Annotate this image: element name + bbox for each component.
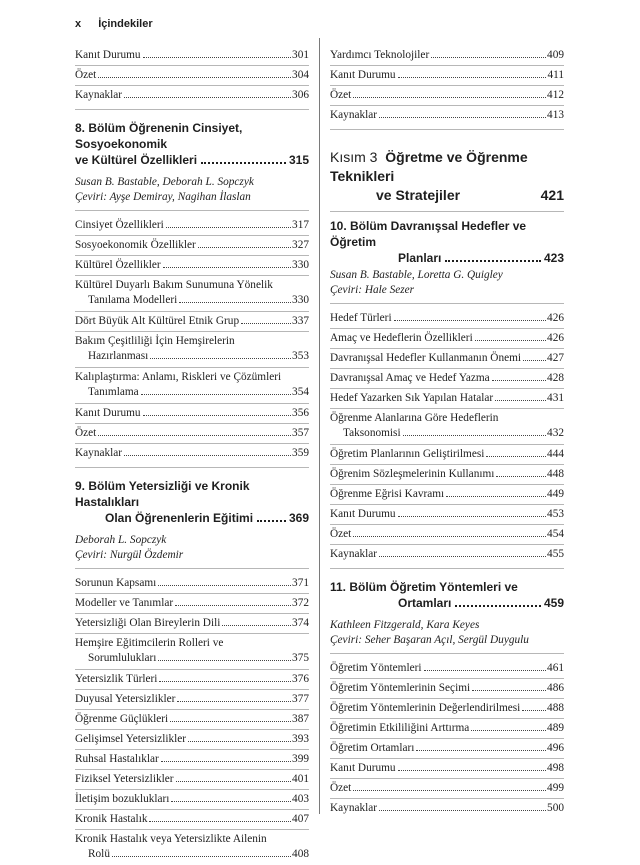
chapter-page: 315 bbox=[288, 153, 309, 167]
dot-leader bbox=[394, 320, 546, 321]
dot-leader bbox=[403, 435, 546, 436]
toc-entry[interactable] bbox=[330, 545, 564, 564]
toc-entry[interactable] bbox=[75, 594, 309, 614]
toc-text: 426 bbox=[547, 312, 564, 324]
dot-leader bbox=[379, 810, 546, 811]
toc-text: Yetersizlik Türleri bbox=[75, 673, 158, 685]
toc-text: 387 bbox=[292, 713, 309, 725]
toc-entry[interactable] bbox=[75, 216, 309, 236]
toc-text: Öğrenme Güçlükleri bbox=[75, 713, 169, 725]
toc-text: 356 bbox=[292, 407, 309, 419]
toc-text: 10. Bölüm Davranışsal Hedefler ve Öğretim bbox=[330, 219, 527, 249]
toc-text: Amaç ve Hedeflerin Özellikleri bbox=[330, 332, 473, 344]
toc-entry[interactable] bbox=[75, 614, 309, 634]
toc-text: Özet bbox=[75, 69, 97, 81]
dot-leader bbox=[495, 400, 546, 401]
chapter-8-heading[interactable] bbox=[75, 120, 309, 168]
toc-text: 9. Bölüm Yetersizliği ve Kronik Hastalıkları bbox=[75, 479, 250, 509]
toc-text: Susan B. Bastable, Loretta G. Quigley bbox=[330, 269, 503, 281]
toc-entry[interactable] bbox=[330, 505, 564, 525]
dot-leader bbox=[353, 97, 546, 98]
dot-leader bbox=[112, 856, 291, 857]
toc-entry[interactable] bbox=[75, 46, 309, 66]
toc-entry[interactable] bbox=[75, 574, 309, 594]
toc-entry[interactable] bbox=[75, 634, 309, 670]
toc-text: 401 bbox=[292, 773, 309, 785]
toc-entry[interactable] bbox=[75, 276, 309, 312]
toc-text: Öğretim Planlarının Geliştirilmesi bbox=[330, 448, 485, 460]
toc-entry[interactable] bbox=[330, 799, 564, 818]
toc-text: Yetersizliği Olan Bireylerin Dili bbox=[75, 617, 221, 629]
toc-text: 496 bbox=[547, 742, 564, 754]
toc-text: Rolü bbox=[88, 848, 110, 860]
right-column bbox=[330, 46, 564, 818]
dot-leader bbox=[416, 750, 546, 751]
toc-text: Tanılama Modelleri bbox=[88, 294, 178, 306]
toc-text: 359 bbox=[292, 447, 309, 459]
toc-text: 306 bbox=[292, 89, 309, 101]
toc-text: 327 bbox=[292, 239, 309, 251]
toc-text: Çeviri: Seher Başaran Açıl, Sergül Duygulu bbox=[330, 634, 529, 646]
toc-text: Modeller ve Tanımlar bbox=[75, 597, 174, 609]
toc-text: 409 bbox=[547, 49, 564, 61]
toc-text: 488 bbox=[547, 702, 564, 714]
toc-text: 399 bbox=[292, 753, 309, 765]
chapter-11-heading[interactable] bbox=[330, 579, 564, 611]
toc-text: 403 bbox=[292, 793, 309, 805]
toc-text: 11. Bölüm Öğretim Yöntemleri ve bbox=[330, 580, 518, 594]
left-column bbox=[75, 46, 309, 865]
dot-leader bbox=[353, 790, 546, 791]
toc-text: 372 bbox=[292, 597, 309, 609]
toc-entry[interactable] bbox=[330, 525, 564, 545]
toc-text: 304 bbox=[292, 69, 309, 81]
toc-text: Deborah L. Sopczyk bbox=[75, 534, 167, 546]
toc-text: Ruhsal Hastalıklar bbox=[75, 753, 159, 765]
toc-text: Cinsiyet Özellikleri bbox=[75, 219, 164, 231]
toc-text: 377 bbox=[292, 693, 309, 705]
toc-entry[interactable] bbox=[75, 790, 309, 810]
dot-leader bbox=[124, 455, 291, 456]
toc-text: 489 bbox=[547, 722, 564, 734]
dot-leader bbox=[161, 761, 291, 762]
toc-text: Kronik Hastalık bbox=[75, 813, 148, 825]
toc-entry[interactable] bbox=[75, 444, 309, 463]
toc-text: 411 bbox=[547, 69, 564, 81]
toc-entry[interactable] bbox=[330, 445, 564, 465]
toc-text: Duyusal Yetersizlikler bbox=[75, 693, 176, 705]
toc-text: Kaynaklar bbox=[330, 548, 378, 560]
dot-leader bbox=[158, 585, 291, 586]
toc-text: 431 bbox=[547, 392, 564, 404]
toc-text: Sosyoekonomik Özellikler bbox=[75, 239, 196, 251]
toc-text: Öğrenme Alanlarına Göre Hedeflerin bbox=[330, 412, 499, 424]
chapter-authors bbox=[330, 268, 564, 298]
toc-text: 371 bbox=[292, 577, 309, 589]
toc-text: Planları bbox=[398, 251, 442, 265]
toc-entry[interactable] bbox=[75, 670, 309, 690]
toc-text: Fiziksel Yetersizlikler bbox=[75, 773, 174, 785]
dot-leader bbox=[198, 247, 291, 248]
dot-leader bbox=[496, 476, 546, 477]
toc-entry[interactable] bbox=[330, 719, 564, 739]
toc-text: Öğretim Yöntemlerinin Seçimi bbox=[330, 682, 471, 694]
part-3-heading[interactable] bbox=[330, 148, 564, 205]
toc-text: 375 bbox=[292, 652, 309, 664]
toc-text: Hedef Türleri bbox=[330, 312, 392, 324]
dot-leader bbox=[398, 77, 547, 78]
toc-text: 408 bbox=[292, 848, 309, 860]
dot-leader bbox=[98, 77, 291, 78]
page-title: İçindekiler bbox=[98, 18, 153, 30]
dot-leader bbox=[353, 536, 546, 537]
toc-entry[interactable] bbox=[330, 409, 564, 445]
dot-leader bbox=[141, 394, 291, 395]
toc-text: 453 bbox=[547, 508, 564, 520]
toc-text: Ortamları bbox=[398, 596, 452, 610]
dot-leader bbox=[471, 730, 546, 731]
toc-entry[interactable] bbox=[330, 66, 564, 86]
part-page: 421 bbox=[540, 187, 564, 203]
toc-text: Öğretme ve Öğrenme Teknikleri bbox=[330, 149, 528, 184]
chapter-10-heading[interactable] bbox=[330, 218, 564, 266]
toc-entry[interactable] bbox=[330, 369, 564, 389]
column-divider bbox=[319, 38, 320, 814]
dot-leader bbox=[446, 496, 546, 497]
dot-leader bbox=[98, 435, 291, 436]
toc-entry[interactable] bbox=[330, 86, 564, 106]
toc-text: 301 bbox=[292, 49, 309, 61]
toc-text: 357 bbox=[292, 427, 309, 439]
toc-entry[interactable] bbox=[330, 659, 564, 679]
toc-text: Hazırlanması bbox=[88, 350, 149, 362]
toc-text: Kaynaklar bbox=[330, 109, 378, 121]
dot-leader bbox=[472, 690, 546, 691]
toc-text: Öğretimin Etkililiğini Arttırma bbox=[330, 722, 470, 734]
toc-text: Kültürel Özellikler bbox=[75, 259, 161, 271]
toc-entry[interactable] bbox=[330, 739, 564, 759]
toc-text: Susan B. Bastable, Deborah L. Sopczyk bbox=[75, 176, 254, 188]
toc-text: Kaynaklar bbox=[75, 89, 123, 101]
dot-leader bbox=[175, 605, 291, 606]
toc-entry[interactable] bbox=[75, 312, 309, 332]
dot-leader bbox=[379, 117, 546, 118]
toc-entry[interactable] bbox=[75, 810, 309, 830]
toc-text: Sorumlulukları bbox=[88, 652, 157, 664]
toc-text: Yardımcı Teknolojiler bbox=[330, 49, 430, 61]
toc-text: 412 bbox=[547, 89, 564, 101]
toc-entry[interactable] bbox=[75, 424, 309, 444]
toc-text: 330 bbox=[292, 259, 309, 271]
toc-text: 330 bbox=[292, 294, 309, 306]
toc-text: Öğrenme Eğrisi Kavramı bbox=[330, 488, 445, 500]
dot-leader bbox=[143, 415, 291, 416]
toc-text: Kanıt Durumu bbox=[75, 407, 141, 419]
toc-text: 448 bbox=[547, 468, 564, 480]
toc-text: İletişim bozuklukları bbox=[75, 793, 170, 805]
toc-text: Özet bbox=[75, 427, 97, 439]
dot-leader bbox=[379, 556, 546, 557]
toc-text: Kültürel Duyarlı Bakım Sunumuna Yönelik bbox=[75, 279, 273, 291]
toc-entry[interactable] bbox=[75, 368, 309, 404]
toc-text: Öğretim Yöntemlerinin Değerlendirilmesi bbox=[330, 702, 521, 714]
toc-entry[interactable] bbox=[75, 86, 309, 105]
dot-leader bbox=[177, 701, 291, 702]
dot-leader bbox=[475, 340, 546, 341]
toc-text: Kaynaklar bbox=[75, 447, 123, 459]
toc-text: Öğrenim Sözleşmelerinin Kullanımı bbox=[330, 468, 495, 480]
toc-text: 393 bbox=[292, 733, 309, 745]
toc-entry[interactable] bbox=[75, 256, 309, 276]
toc-entry[interactable] bbox=[330, 759, 564, 779]
dot-leader bbox=[431, 57, 546, 58]
toc-entry[interactable] bbox=[75, 236, 309, 256]
toc-entry[interactable] bbox=[75, 690, 309, 710]
toc-text: 498 bbox=[547, 762, 564, 774]
toc-text: 374 bbox=[292, 617, 309, 629]
toc-text: Olan Öğrenenlerin Eğitimi bbox=[105, 511, 254, 525]
toc-text: 427 bbox=[547, 352, 564, 364]
toc-text: Kanıt Durumu bbox=[330, 508, 396, 520]
toc-text: 317 bbox=[292, 219, 309, 231]
toc-text: Çeviri: Hale Sezer bbox=[330, 284, 415, 296]
toc-entry[interactable] bbox=[330, 309, 564, 329]
toc-text: 337 bbox=[292, 315, 309, 327]
toc-text: Çeviri: Nurgül Özdemir bbox=[75, 549, 184, 561]
toc-text: 455 bbox=[547, 548, 564, 560]
toc-text: 432 bbox=[547, 427, 564, 439]
toc-text: 449 bbox=[547, 488, 564, 500]
toc-text: Taksonomisi bbox=[343, 427, 401, 439]
dot-leader bbox=[170, 721, 291, 722]
toc-text: Davranışsal Amaç ve Hedef Yazma bbox=[330, 372, 490, 384]
toc-entry[interactable] bbox=[330, 349, 564, 369]
dot-leader bbox=[163, 267, 291, 268]
toc-text: Dört Büyük Alt Kültürel Etnik Grup bbox=[75, 315, 240, 327]
toc-text: Kanıt Durumu bbox=[330, 69, 396, 81]
toc-entry[interactable] bbox=[75, 730, 309, 750]
toc-text: Kısım 3 bbox=[330, 149, 378, 165]
toc-text: 486 bbox=[547, 682, 564, 694]
chapter-authors bbox=[330, 618, 564, 648]
toc-text: Davranışsal Hedefler Kullanmanın Önemi bbox=[330, 352, 522, 364]
dot-leader bbox=[158, 660, 291, 661]
page-number: x bbox=[75, 18, 82, 30]
toc-text: 407 bbox=[292, 813, 309, 825]
dot-leader bbox=[241, 323, 291, 324]
toc-entry[interactable] bbox=[330, 779, 564, 799]
dot-leader bbox=[486, 456, 546, 457]
toc-text: 444 bbox=[547, 448, 564, 460]
toc-text: Gelişimsel Yetersizlikler bbox=[75, 733, 187, 745]
toc-entry[interactable] bbox=[75, 332, 309, 368]
toc-text: 8. Bölüm Öğrenenin Cinsiyet, Sosyoekonomik bbox=[75, 121, 243, 151]
chapter-9-heading[interactable] bbox=[75, 478, 309, 526]
toc-entry[interactable] bbox=[330, 485, 564, 505]
toc-text: Kathleen Fitzgerald, Kara Keyes bbox=[330, 619, 480, 631]
dot-leader bbox=[492, 380, 546, 381]
toc-text: 376 bbox=[292, 673, 309, 685]
dot-leader bbox=[188, 741, 291, 742]
toc-text: Bakım Çeşitliliği İçin Hemşirelerin bbox=[75, 335, 235, 347]
dot-leader bbox=[523, 360, 546, 361]
toc-text: Öğretim Yöntemleri bbox=[330, 662, 422, 674]
toc-text: Özet bbox=[330, 782, 352, 794]
dot-leader bbox=[176, 781, 292, 782]
toc-entry[interactable] bbox=[75, 770, 309, 790]
toc-text: Tanımlama bbox=[88, 386, 139, 398]
toc-text: Kronik Hastalık veya Yetersizlikte Ailenin bbox=[75, 833, 267, 845]
toc-entry[interactable] bbox=[330, 389, 564, 409]
toc-text: Sorunun Kapsamı bbox=[75, 577, 157, 589]
dot-leader bbox=[166, 227, 291, 228]
toc-text: 499 bbox=[547, 782, 564, 794]
toc-entry[interactable] bbox=[330, 329, 564, 349]
toc-text: 454 bbox=[547, 528, 564, 540]
dot-leader bbox=[424, 670, 547, 671]
toc-text: Hemşire Eğitimcilerin Rolleri ve bbox=[75, 637, 224, 649]
chapter-page: 423 bbox=[543, 251, 564, 265]
chapter-page: 369 bbox=[288, 511, 309, 525]
toc-text: 426 bbox=[547, 332, 564, 344]
toc-entry[interactable] bbox=[330, 699, 564, 719]
toc-text: 413 bbox=[547, 109, 564, 121]
toc-entry[interactable] bbox=[75, 830, 309, 865]
toc-text: 428 bbox=[547, 372, 564, 384]
toc-text: Hedef Yazarken Sık Yapılan Hatalar bbox=[330, 392, 494, 404]
toc-entry[interactable] bbox=[75, 404, 309, 424]
toc-text: Kanıt Durumu bbox=[75, 49, 141, 61]
dot-leader bbox=[149, 821, 291, 822]
dot-leader bbox=[398, 770, 546, 771]
toc-text: Kanıt Durumu bbox=[330, 762, 396, 774]
toc-text: Öğretim Ortamları bbox=[330, 742, 415, 754]
dot-leader bbox=[222, 625, 291, 626]
toc-text: 461 bbox=[547, 662, 564, 674]
dot-leader bbox=[143, 57, 291, 58]
page-header bbox=[75, 18, 153, 30]
toc-text: Özet bbox=[330, 528, 352, 540]
toc-text: Özet bbox=[330, 89, 352, 101]
chapter-authors bbox=[75, 175, 309, 205]
dot-leader bbox=[171, 801, 291, 802]
toc-entry[interactable] bbox=[75, 66, 309, 86]
toc-text: Kaynaklar bbox=[330, 802, 378, 814]
dot-leader bbox=[179, 302, 291, 303]
chapter-page: 459 bbox=[543, 596, 564, 610]
dot-leader bbox=[159, 681, 291, 682]
toc-entry[interactable] bbox=[330, 679, 564, 699]
dot-leader bbox=[150, 358, 291, 359]
toc-text: Çeviri: Ayşe Demiray, Nagihan İlaslan bbox=[75, 191, 251, 203]
dot-leader bbox=[124, 97, 291, 98]
dot-leader bbox=[398, 516, 546, 517]
chapter-authors bbox=[75, 533, 309, 563]
toc-entry[interactable] bbox=[75, 710, 309, 730]
toc-entry[interactable] bbox=[75, 750, 309, 770]
toc-text: 354 bbox=[292, 386, 309, 398]
toc-text: ve Kültürel Özellikleri bbox=[75, 153, 198, 167]
toc-entry[interactable] bbox=[330, 465, 564, 485]
toc-text: 353 bbox=[292, 350, 309, 362]
toc-entry[interactable] bbox=[330, 106, 564, 125]
toc-text: ve Stratejiler bbox=[376, 187, 461, 203]
toc-text: 500 bbox=[547, 802, 564, 814]
toc-entry[interactable] bbox=[330, 46, 564, 66]
dot-leader bbox=[522, 710, 546, 711]
toc-text: Kalıplaştırma: Anlamı, Riskleri ve Çözümleri bbox=[75, 371, 282, 383]
